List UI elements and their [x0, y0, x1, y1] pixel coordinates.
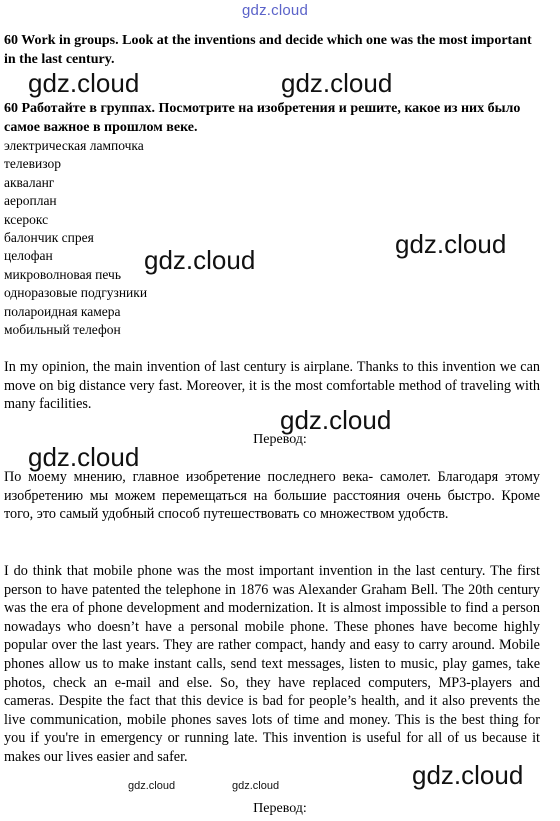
task-ru: 60 Работайте в группах. Посмотрите на изобретения и решите, какое из них было самое важное в прошлом веке. [4, 101, 521, 135]
watermark: gdz.cloud [281, 68, 393, 98]
list-item: акваланг [4, 174, 55, 190]
list-item: одноразовые подгузники [4, 285, 148, 301]
watermark: gdz.cloud [28, 68, 140, 98]
watermark-small: gdz.cloud [128, 780, 176, 792]
answer1-ru: По моему мнению, главное изобретение последнего века- самолет. Благодаря этому изобретению мы можем перемещаться на большие расстояния очень быстро. Кроме того, это самый удобный способ путешествовать со множеством удобств. [4, 469, 540, 523]
list-item: полароидная камера [4, 303, 121, 319]
answer2-en: I do think that mobile phone was the most important invention in the last century. The first person to have patented the telephone in 1876 was Alexander Graham Bell. The 20th century was the era of phone development and modernization. It is almost impossible to find a person nowadays who doesn’t have a personal mobile phone. These phones have become highly popular over the last years. They are rather compact, handy and easy to carry around. Mobile phones allow us to make instant calls, send text messages, listen to music, play games, take photos, check an e-mail and else. So, they have replaced computers, MP3-players and cameras. Despite the fact that this device is bad for people’s health, and it also prevents the live communication, mobile phones saves lots of time and money. This is the best thing for you if you're in emergency or running late. This invention is useful for all of us because it makes our lives easier and safer. [4, 563, 540, 765]
watermark: gdz.cloud [395, 229, 507, 259]
answer1-translation-heading: Перевод: [253, 432, 307, 447]
list-item: микроволновая печь [4, 266, 121, 282]
answer1-en: In my opinion, the main invention of last century is airplane. Thanks to this invention we can move on big distance very fast. Moreover, it is the most comfortable method of traveling with many facilities. [4, 359, 540, 413]
list-item: телевизор [4, 156, 61, 172]
list-item: целофан [4, 248, 53, 264]
task-en: 60 Work in groups. Look at the inventions and decide which one was the most important in the last century. [4, 33, 532, 67]
watermark: gdz.cloud [280, 405, 392, 435]
list-item: ксерокс [4, 211, 49, 227]
watermark: gdz.cloud [28, 442, 140, 472]
watermark: gdz.cloud [412, 760, 524, 790]
inventions-list [4, 137, 147, 339]
answer2-translation-heading: Перевод: [253, 801, 307, 816]
list-item: балончик спрея [4, 230, 94, 246]
watermark: gdz.cloud [144, 245, 256, 275]
list-item: электрическая лампочка [4, 138, 144, 153]
watermark-top: gdz.cloud [242, 2, 309, 19]
list-item: аероплан [4, 193, 57, 209]
list-item: мобильный телефон [4, 322, 121, 338]
watermark-small: gdz.cloud [232, 780, 280, 792]
